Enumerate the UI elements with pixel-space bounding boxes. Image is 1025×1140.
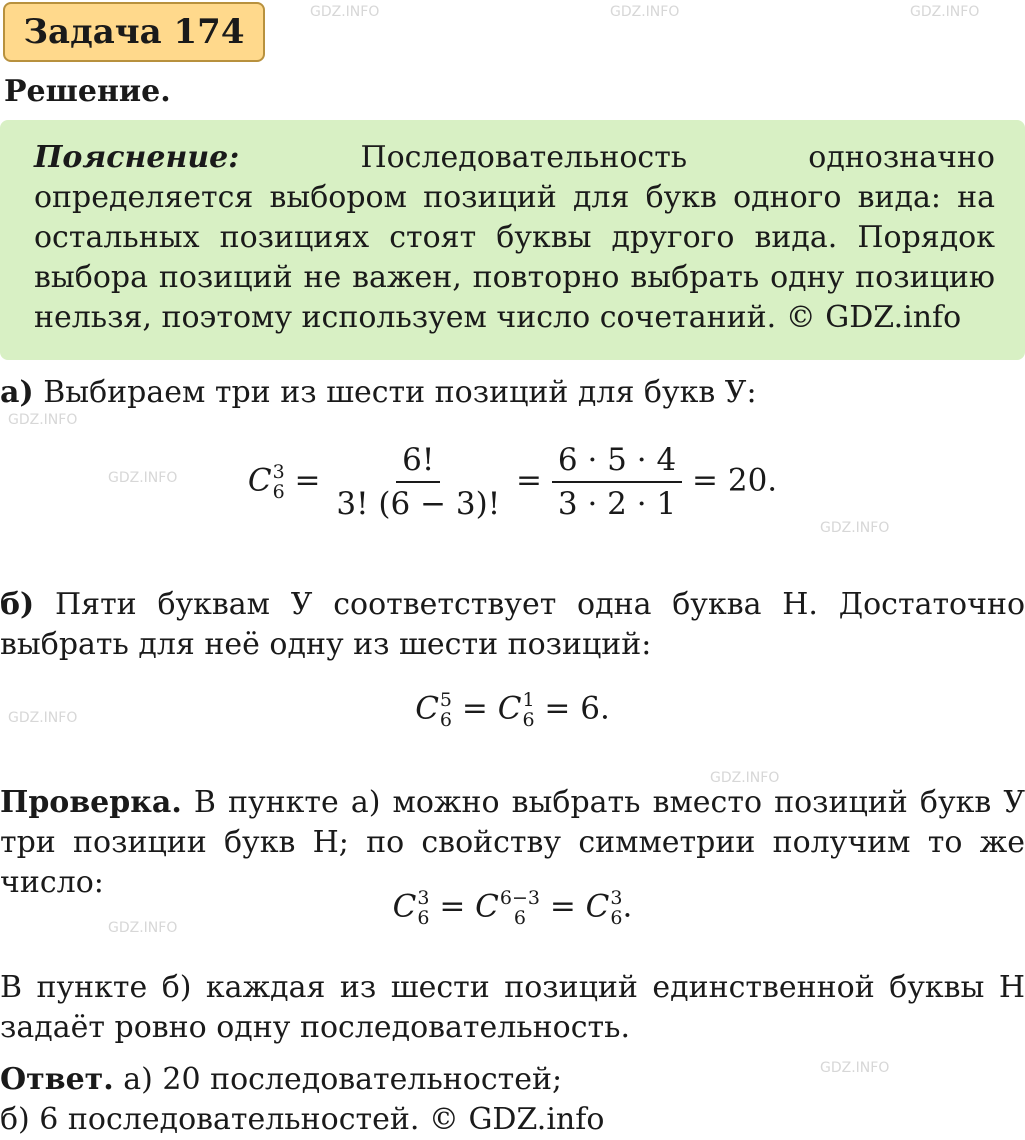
part-a-body: Выбираем три из шести позиций для букв У: bbox=[43, 375, 757, 410]
fraction-2-numerator: 6 · 5 · 4 bbox=[552, 442, 682, 483]
check-label: Проверка. bbox=[0, 785, 182, 820]
formula-check: C 3 6 = C 6−3 6 = C 3 6 . bbox=[392, 887, 633, 929]
watermark: GDZ.INFO bbox=[820, 520, 890, 536]
formula-b: C 5 6 = C 1 6 = 6. bbox=[415, 689, 610, 731]
formula-check-c3-sub: 6 bbox=[610, 907, 623, 929]
formula-b-c1-sup: 5 bbox=[439, 689, 453, 711]
formula-a-c: C bbox=[247, 462, 272, 499]
explanation-label: Пояснение: bbox=[34, 140, 240, 175]
answer-part-a: а) 20 последовательностей; bbox=[123, 1062, 563, 1097]
formula-b-c1-sub: 6 bbox=[439, 709, 453, 731]
formula-a-fraction-1 bbox=[330, 442, 506, 522]
formula-check-c1-sup: 3 bbox=[417, 887, 430, 909]
answer-line-2: б) 6 последовательностей. © GDZ.info bbox=[0, 1102, 605, 1137]
task-title-badge bbox=[3, 2, 265, 62]
formula-a-fraction-2 bbox=[552, 442, 682, 522]
formula-check-c2-sup: 6−3 bbox=[499, 887, 540, 909]
check-conclusion: В пункте б) каждая из шести позиций единственной буквы Н задаёт ровно одну последовательность. bbox=[0, 970, 1025, 1045]
explanation-text: Последовательность однозначно определяется выбором позиций для букв одного вида: на остальных позициях стоят буквы другого вида. Порядок выбора позиций не важен, повторно выбрать одну позицию нельзя, поэтому используем число сочетаний. © GDZ.info bbox=[34, 140, 995, 335]
formula-b-c2-sup: 1 bbox=[522, 689, 535, 711]
formula-a-sup: 3 bbox=[272, 461, 285, 483]
watermark: GDZ.INFO bbox=[8, 412, 78, 428]
solution-heading: Решение. bbox=[4, 74, 171, 109]
part-b-label: б) bbox=[0, 587, 35, 622]
watermark: GDZ.INFO bbox=[108, 470, 178, 486]
part-a-label: а) bbox=[0, 375, 34, 410]
formula-b-c2-sub: 6 bbox=[522, 709, 535, 731]
part-b-body: Пяти буквам У соответствует одна буква Н. Достаточно выбрать для неё одну из шести позиций: bbox=[0, 587, 1025, 662]
answer-label: Ответ. bbox=[0, 1062, 114, 1097]
check-text bbox=[0, 783, 1025, 903]
fraction-2-denominator: 3 · 2 · 1 bbox=[557, 486, 677, 522]
task-title: Задача 174 bbox=[23, 12, 245, 52]
watermark: GDZ.INFO bbox=[108, 920, 178, 936]
part-a-text bbox=[0, 373, 1025, 413]
formula-check-c2-sub: 6 bbox=[513, 907, 526, 929]
watermark: GDZ.INFO bbox=[610, 4, 680, 20]
part-b-text bbox=[0, 585, 1025, 665]
watermark: GDZ.INFO bbox=[310, 4, 380, 20]
explanation-box bbox=[0, 120, 1025, 360]
watermark: GDZ.INFO bbox=[710, 770, 780, 786]
formula-a-result: = 20. bbox=[692, 462, 778, 499]
formula-a: C 3 6 = $\frac{6!}{3! (6 - 3)!}$ = $\frac{6 \cdot 5 \cdot 4}{3 \cdot 2 \cdot 1}$ = 20. bbox=[247, 442, 778, 522]
formula-check-c1-sub: 6 bbox=[417, 907, 430, 929]
answer-line-1 bbox=[0, 1060, 1025, 1100]
fraction-1-denominator: 3! (6 − 3)! bbox=[336, 486, 501, 522]
formula-b-result: = 6. bbox=[544, 690, 610, 727]
watermark: GDZ.INFO bbox=[820, 1060, 890, 1076]
formula-a-sub: 6 bbox=[272, 481, 285, 503]
formula-check-c3-sup: 3 bbox=[610, 887, 623, 909]
watermark: GDZ.INFO bbox=[8, 710, 78, 726]
watermark: GDZ.INFO bbox=[910, 4, 980, 20]
check-body: В пункте а) можно выбрать вместо позиций букв У три позиции букв Н; по свойству симметрии получим то же число: bbox=[0, 785, 1025, 900]
fraction-1-numerator: 6! bbox=[396, 442, 440, 483]
